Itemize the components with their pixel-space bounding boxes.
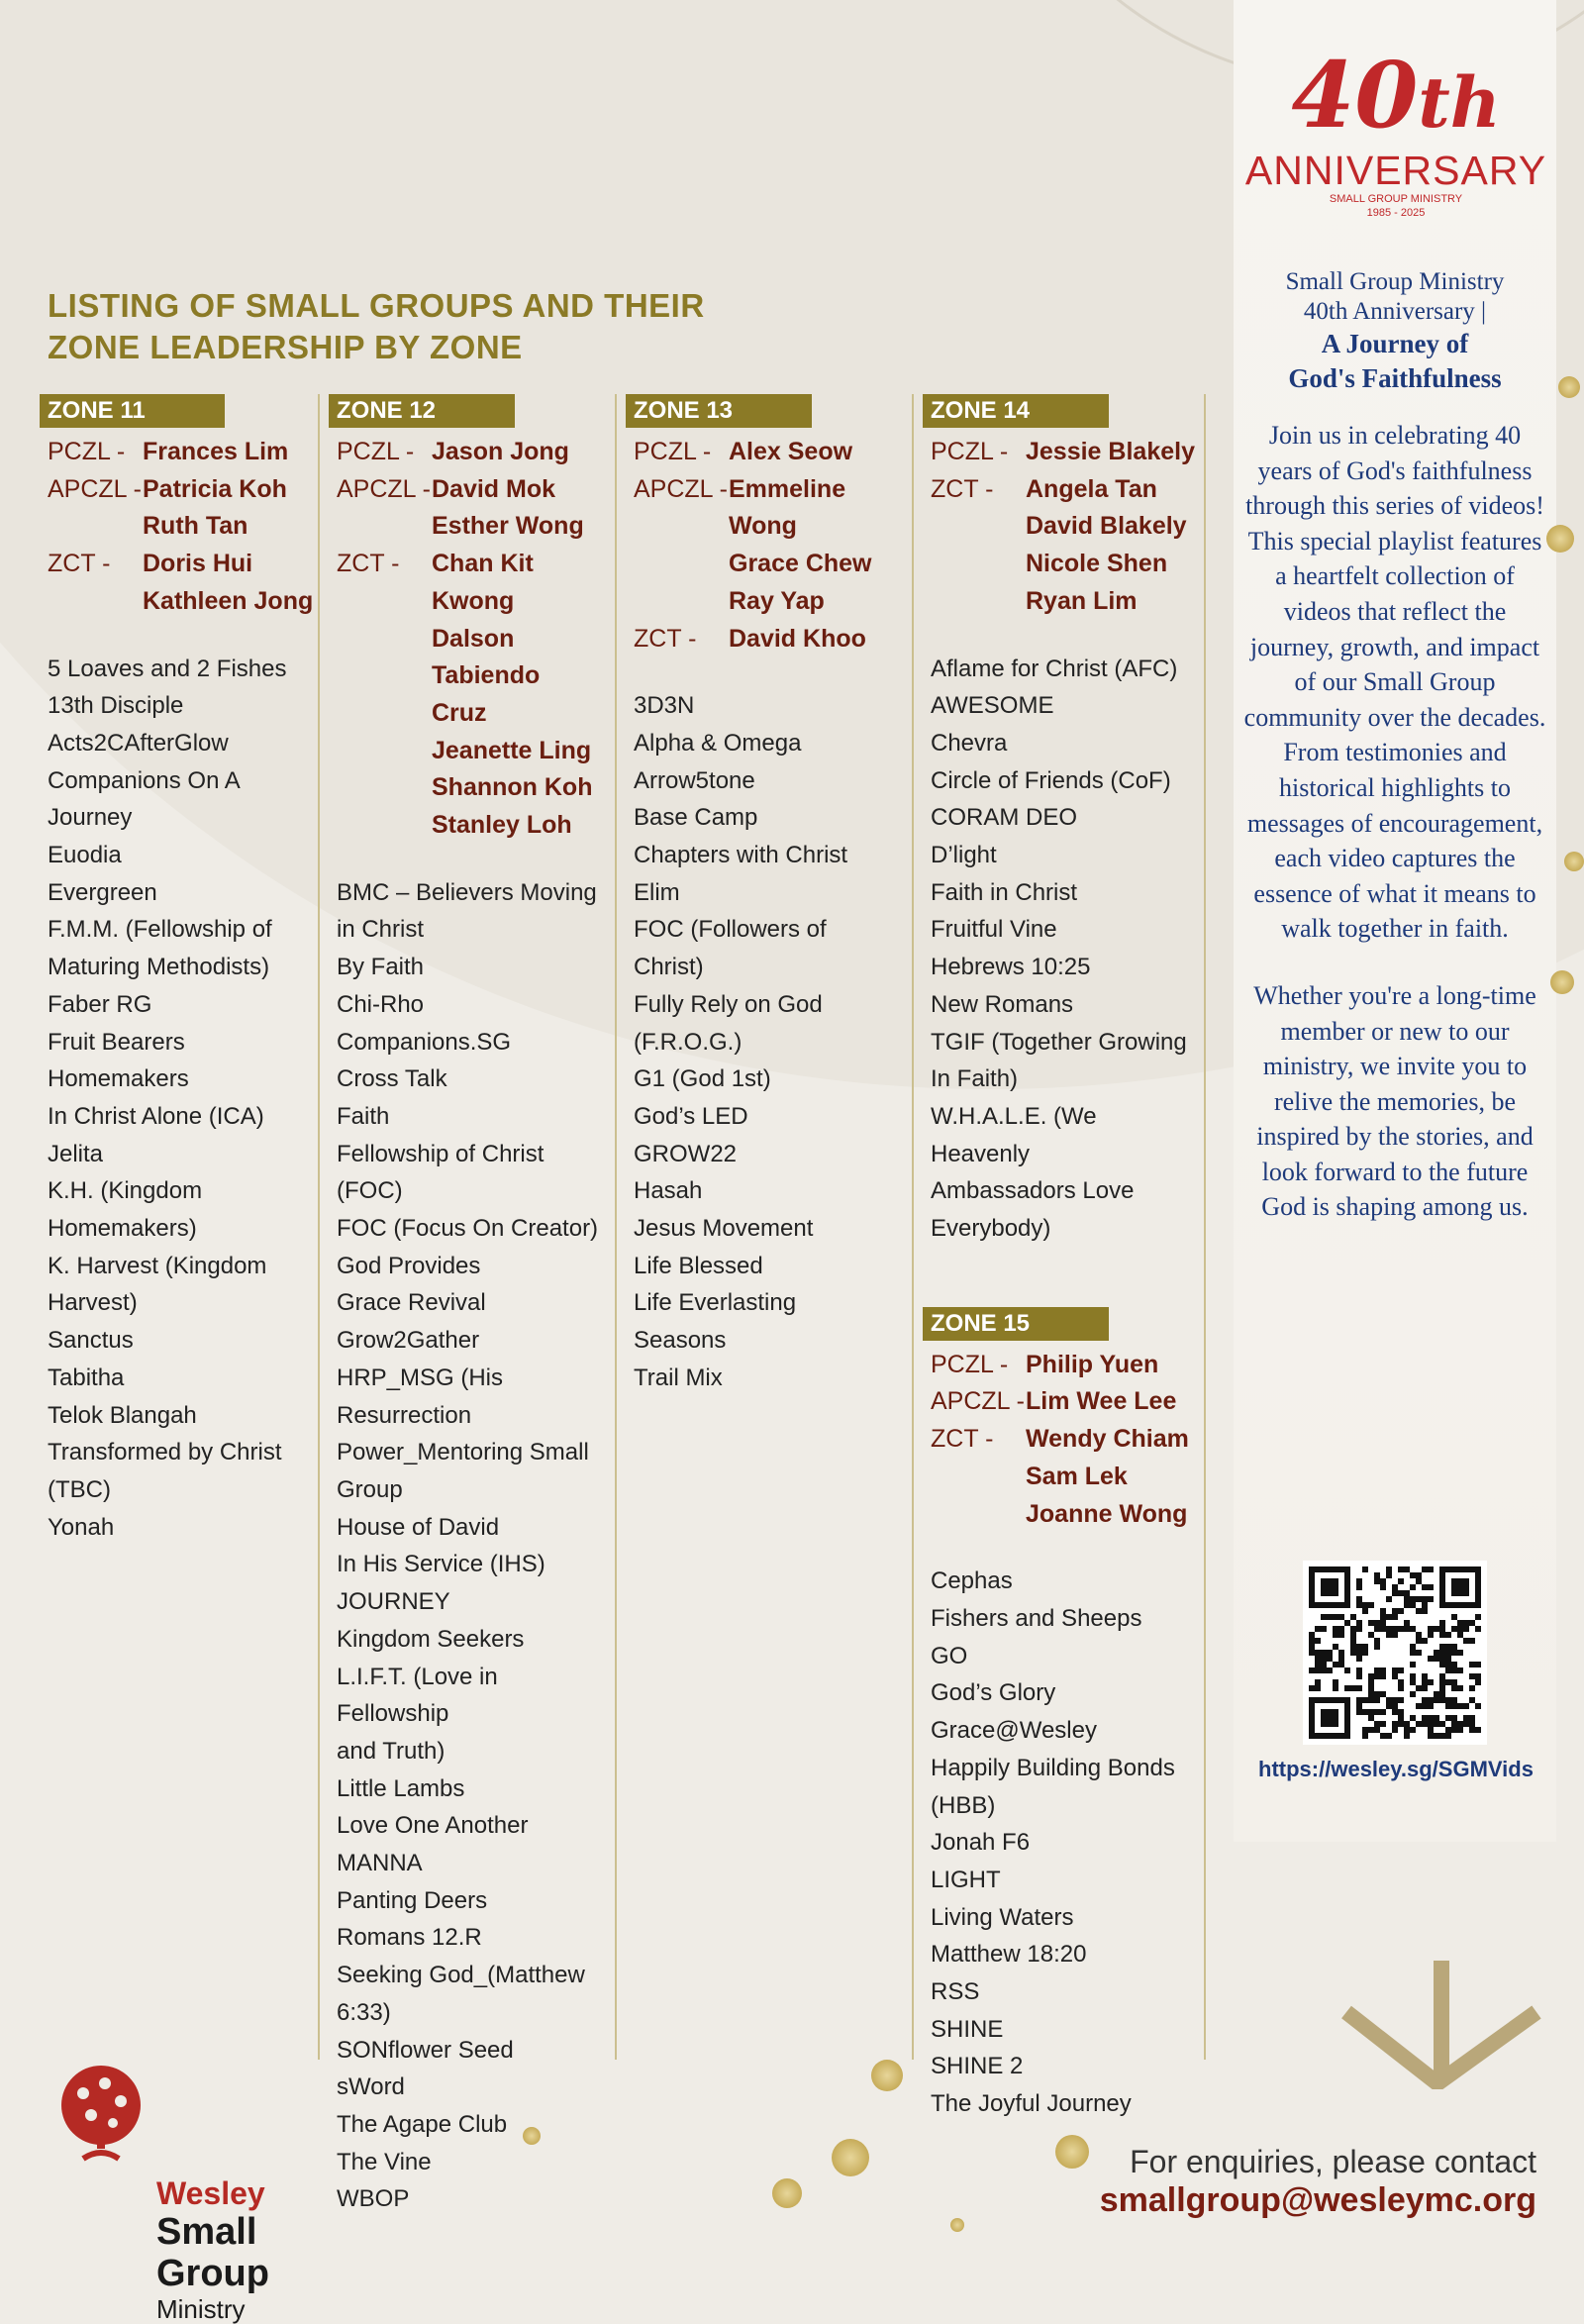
group-item: Faith in Christ — [931, 878, 1078, 906]
column-divider — [615, 394, 617, 2060]
small-group-list — [931, 651, 1200, 1248]
group-item: Base Camp — [634, 804, 758, 832]
zone-column-11 — [40, 394, 317, 1546]
leader-role: ZCT - — [634, 624, 697, 653]
leader-role — [48, 583, 143, 621]
group-item: SHINE 2 — [931, 2053, 1024, 2080]
group-item: Fellowship of Christ (FOC) — [337, 1140, 544, 1205]
leader-name: Sam Lek — [1026, 1462, 1128, 1490]
gold-dot — [1546, 525, 1574, 553]
group-item: Happily Building Bonds — [931, 1754, 1175, 1781]
leader-row — [634, 471, 903, 546]
group-item: Alpha & Omega — [634, 729, 802, 757]
group-item: AWESOME — [931, 692, 1054, 720]
sidebar-title-line1: Small Group Ministry — [1285, 268, 1505, 295]
group-item: Chevra — [931, 729, 1008, 757]
group-item: Cephas — [931, 1567, 1013, 1595]
group-item: Hasah — [634, 1177, 703, 1205]
group-item: Jesus Movement — [634, 1215, 814, 1243]
small-group-list — [931, 1563, 1200, 2123]
group-item: Aflame for Christ (AFC) — [931, 655, 1178, 682]
leader-role: PCZL - — [337, 438, 415, 465]
group-item: SHINE — [931, 2015, 1004, 2043]
group-item: God Provides — [337, 1252, 481, 1279]
zone-leaders — [48, 434, 317, 621]
leader-name: Angela Tan — [1026, 474, 1157, 503]
group-item: (HBB) — [931, 1791, 996, 1819]
group-item: Chapters with Christ — [634, 842, 848, 869]
leader-role: APCZL - — [337, 474, 431, 503]
leader-row — [931, 508, 1200, 546]
anniversary-sub1: SMALL GROUP MINISTRY — [1329, 193, 1463, 205]
leader-row — [337, 807, 606, 845]
group-item: Jelita — [48, 1140, 104, 1167]
group-item: Seeking God_(Matthew — [337, 1962, 585, 1989]
leader-name: Cruz — [432, 698, 487, 727]
leader-row — [931, 1496, 1200, 1534]
leader-name: Wendy Chiam — [1026, 1425, 1189, 1454]
leader-name: Jessie Blakely — [1026, 438, 1195, 465]
wesley-logo — [53, 2060, 269, 2324]
group-item: Grow2Gather — [337, 1327, 480, 1355]
group-item: Fruitful Vine — [931, 916, 1057, 944]
group-item: Life Everlasting — [634, 1289, 797, 1317]
group-item: 13th Disciple — [48, 692, 184, 720]
gold-dot — [832, 2139, 869, 2176]
logo-small-group: Small Group — [156, 2211, 269, 2294]
leader-row — [634, 434, 903, 471]
leader-role — [931, 508, 1026, 546]
group-item: 5 Loaves and 2 Fishes — [48, 655, 287, 682]
group-item: RSS — [931, 1978, 980, 2006]
group-item: K. Harvest (Kingdom — [48, 1252, 267, 1279]
group-item: Power_Mentoring Small — [337, 1439, 589, 1466]
sidebar-emphasis-line1: A Journey of — [1321, 329, 1469, 358]
group-item: Evergreen — [48, 878, 157, 906]
leader-name: Jason Jong — [432, 438, 569, 465]
column-divider — [318, 394, 320, 2060]
group-item: House of David — [337, 1513, 500, 1541]
group-item: Hebrews 10:25 — [931, 954, 1091, 981]
contact-block — [1100, 2143, 1536, 2220]
group-item: Companions On A Journey — [48, 766, 240, 832]
group-item: Elim — [634, 878, 680, 906]
leader-name: Alex Seow — [729, 438, 853, 465]
group-item: Kingdom Seekers — [337, 1625, 525, 1653]
leader-role — [931, 1496, 1026, 1534]
zone-15-block — [923, 1307, 1200, 2123]
gold-dot — [1558, 376, 1580, 398]
group-item: Faber RG — [48, 990, 152, 1018]
leader-role — [337, 769, 432, 807]
group-item: GROW22 — [634, 1140, 738, 1167]
group-item: 6:33) — [337, 1998, 391, 2026]
leader-name: Shannon Koh — [432, 773, 593, 802]
leader-name: Joanne Wong — [1026, 1499, 1188, 1528]
group-item: FOC (Focus On Creator) — [337, 1215, 599, 1243]
group-item: GO — [931, 1642, 968, 1669]
leader-role: ZCT - — [931, 474, 994, 503]
group-item: G1 (God 1st) — [634, 1065, 771, 1093]
leader-role — [48, 508, 143, 546]
zone-heading: ZONE 13 — [626, 394, 812, 428]
group-item: Yonah — [48, 1513, 115, 1541]
leader-role: APCZL - — [634, 474, 728, 503]
group-item: Fruit Bearers — [48, 1028, 185, 1056]
leader-row — [337, 471, 606, 509]
group-item: 3D3N — [634, 692, 695, 720]
leader-role — [634, 583, 729, 621]
anniversary-sub2: 1985 - 2025 — [1366, 207, 1426, 219]
group-item: W.H.A.L.E. (We Heavenly — [931, 1102, 1097, 1167]
logo-ministry: Ministry — [156, 2294, 246, 2324]
group-item: The Vine — [337, 2148, 432, 2175]
group-item: Trail Mix — [634, 1364, 723, 1391]
group-item: Maturing Methodists) — [48, 954, 270, 981]
group-item: K.H. (Kingdom — [48, 1177, 203, 1205]
leader-row — [634, 621, 903, 658]
group-item: Living Waters — [931, 1903, 1074, 1931]
qr-code[interactable] — [1303, 1561, 1487, 1745]
leader-row — [931, 434, 1200, 471]
zone-leaders — [931, 434, 1200, 621]
leader-row — [337, 769, 606, 807]
leader-row — [48, 583, 317, 621]
group-item: Arrow5tone — [634, 766, 755, 794]
leader-name: Esther Wong — [432, 512, 584, 541]
leader-name: Dalson Tabiendo — [432, 624, 541, 690]
zone-leaders — [337, 434, 606, 845]
group-item: WBOP — [337, 2185, 410, 2213]
anniversary-word: ANNIVERSARY — [1244, 148, 1547, 193]
leader-name: Ruth Tan — [143, 512, 248, 541]
small-group-list — [48, 651, 317, 1547]
group-item: D’light — [931, 842, 997, 869]
qr-url-link[interactable]: https://wesley.sg/SGMVids — [1258, 1757, 1534, 1781]
group-item: New Romans — [931, 990, 1074, 1018]
zone-column-14-15 — [923, 394, 1200, 2123]
leader-name: Patricia Koh — [143, 474, 287, 503]
zone-heading: ZONE 11 — [40, 394, 225, 428]
group-item: Faith — [337, 1102, 390, 1130]
group-item: CORAM DEO — [931, 804, 1078, 832]
leader-row — [337, 733, 606, 770]
group-item: In Faith) — [931, 1065, 1019, 1093]
group-item: Telok Blangah — [48, 1401, 197, 1429]
group-item: Matthew 18:20 — [931, 1941, 1087, 1969]
group-item: Acts2CAfterGlow — [48, 729, 229, 757]
group-item: Romans 12.R — [337, 1924, 482, 1952]
gold-dot — [950, 2218, 964, 2232]
sidebar-text — [1239, 267, 1550, 1225]
group-item: TGIF (Together Growing — [931, 1028, 1187, 1056]
leader-row — [634, 546, 903, 583]
group-item: F.M.M. (Fellowship of — [48, 916, 272, 944]
group-item: Transformed by Christ — [48, 1439, 282, 1466]
group-item: L.I.F.T. (Love in Fellowship — [337, 1663, 498, 1728]
group-item: Everybody) — [931, 1215, 1051, 1243]
group-item: God’s Glory — [931, 1679, 1056, 1707]
group-item: Homemakers) — [48, 1215, 197, 1243]
leader-name: Kathleen Jong — [143, 586, 314, 615]
leader-role: PCZL - — [931, 438, 1009, 465]
zone-column-13 — [626, 394, 903, 1397]
group-item: Fully Rely on God (F.R.O.G.) — [634, 990, 823, 1056]
group-item: HRP_MSG (His Resurrection — [337, 1364, 504, 1429]
leader-row — [931, 1347, 1200, 1384]
leader-row — [48, 546, 317, 583]
zone-column-12 — [329, 394, 606, 2218]
group-item: Cross Talk — [337, 1065, 447, 1093]
leader-role — [931, 546, 1026, 583]
leader-role: PCZL - — [931, 1350, 1009, 1378]
leader-row — [931, 471, 1200, 509]
group-item: (TBC) — [48, 1475, 111, 1503]
logo-text — [156, 2175, 269, 2324]
anniversary-logo — [1242, 42, 1549, 220]
gold-dot — [1055, 2135, 1089, 2169]
zone-leaders — [931, 1347, 1200, 1534]
group-item: Jonah F6 — [931, 1829, 1031, 1857]
leader-name: Lim Wee Lee — [1026, 1387, 1177, 1416]
group-item: Sanctus — [48, 1327, 134, 1355]
leader-row — [48, 508, 317, 546]
leader-row — [931, 583, 1200, 621]
column-divider — [912, 394, 914, 2060]
leader-role: ZCT - — [337, 550, 400, 578]
group-item: BMC – Believers Moving — [337, 878, 597, 906]
group-item: God’s LED — [634, 1102, 748, 1130]
leader-role — [337, 695, 432, 733]
leader-row — [337, 434, 606, 471]
leader-role: APCZL - — [48, 474, 142, 503]
tree-icon — [53, 2060, 148, 2171]
gold-dot — [1550, 970, 1574, 994]
leader-row — [634, 583, 903, 621]
group-item: Little Lambs — [337, 1774, 465, 1802]
group-item: The Joyful Journey — [931, 2090, 1132, 2118]
small-group-list — [634, 687, 903, 1396]
leader-row — [931, 546, 1200, 583]
zone-heading: ZONE 14 — [923, 394, 1109, 428]
group-item: Harvest) — [48, 1289, 138, 1317]
sidebar-paragraph: Whether you're a long-time member or new to our ministry, we invite you to relive the memories, be inspired by the stories, and look forward to the future God is shaping among us. — [1253, 980, 1536, 1222]
group-item: sWord — [337, 2073, 405, 2101]
group-item: SONflower Seed — [337, 2036, 514, 2064]
leader-row — [337, 546, 606, 620]
leader-row — [48, 471, 317, 509]
gold-dot — [871, 2060, 903, 2091]
column-divider — [1204, 394, 1206, 2060]
leader-name: Chan Kit Kwong — [432, 550, 534, 615]
sidebar-paragraph: Join us in celebrating 40 years of God's faithfulness through this series of videos! This special playlist features a heartfelt collection of videos that reflect the journey, growth, and impact of our Small Group community over the decades. From testimonies and historical highlights to messages of encouragement, each video captures the essence of what it means to walk together in faith. — [1243, 421, 1546, 944]
leader-role: PCZL - — [634, 438, 712, 465]
page-title — [48, 285, 760, 368]
group-item: Seasons — [634, 1327, 727, 1355]
page-title-line1: LISTING OF SMALL GROUPS AND THEIR — [48, 287, 705, 324]
leader-row — [931, 1459, 1200, 1496]
leader-name: Frances Lim — [143, 438, 289, 465]
leader-role: ZCT - — [48, 550, 111, 578]
group-item: Companions.SG — [337, 1028, 512, 1056]
group-item: Love One Another — [337, 1812, 529, 1840]
leader-role — [337, 733, 432, 770]
leader-name: Nicole Shen — [1026, 550, 1168, 578]
group-item: Chi-Rho — [337, 990, 425, 1018]
contact-email-link[interactable]: smallgroup@wesleymc.org — [1099, 2181, 1536, 2219]
group-item: LIGHT — [931, 1866, 1001, 1893]
leader-name: Jeanette Ling — [432, 736, 592, 764]
group-item: FOC (Followers of Christ) — [634, 916, 827, 981]
group-item: Homemakers — [48, 1065, 189, 1093]
logo-wesley: Wesley — [156, 2175, 265, 2211]
group-item: JOURNEY — [337, 1588, 450, 1616]
leader-role: PCZL - — [48, 438, 126, 465]
contact-label: For enquiries, please contact — [1130, 2144, 1536, 2179]
zone-listing — [40, 394, 1208, 2213]
group-item: in Christ — [337, 916, 425, 944]
leader-row — [337, 621, 606, 695]
group-item: Group — [337, 1475, 403, 1503]
leader-row — [337, 508, 606, 546]
leader-name: Ray Yap — [729, 586, 825, 615]
page-title-line2: ZONE LEADERSHIP BY ZONE — [48, 329, 523, 365]
leader-name: Stanley Loh — [432, 811, 572, 840]
leader-role — [337, 508, 432, 546]
group-item: Life Blessed — [634, 1252, 763, 1279]
leader-role — [337, 621, 432, 695]
leader-name: Ryan Lim — [1026, 586, 1138, 615]
leader-name: David Khoo — [729, 624, 866, 653]
group-item: In His Service (IHS) — [337, 1551, 545, 1578]
anniversary-number: 40th — [1291, 42, 1501, 149]
group-item: The Agape Club — [337, 2110, 508, 2138]
down-arrow-icon — [1338, 1961, 1546, 2094]
sidebar-title-line2: 40th Anniversary | — [1303, 298, 1487, 325]
group-item: Grace@Wesley — [931, 1717, 1097, 1745]
gold-dot — [772, 2178, 802, 2208]
leader-role: ZCT - — [931, 1425, 994, 1454]
leader-row — [337, 695, 606, 733]
group-item: Ambassadors Love — [931, 1177, 1135, 1205]
leader-name: Philip Yuen — [1026, 1350, 1159, 1378]
group-item: Circle of Friends (CoF) — [931, 766, 1171, 794]
leader-role — [634, 546, 729, 583]
leader-role — [931, 583, 1026, 621]
group-item: Panting Deers — [337, 1886, 488, 1914]
leader-row — [48, 434, 317, 471]
zone-heading: ZONE 15 — [923, 1307, 1109, 1341]
group-item: In Christ Alone (ICA) — [48, 1102, 264, 1130]
gold-dot — [523, 2127, 541, 2145]
zone-leaders — [634, 434, 903, 657]
leader-name: Doris Hui — [143, 550, 253, 578]
zone-heading: ZONE 12 — [329, 394, 515, 428]
group-item: Tabitha — [48, 1364, 125, 1391]
leader-row — [931, 1421, 1200, 1459]
group-item: Fishers and Sheeps — [931, 1604, 1142, 1632]
small-group-list — [337, 874, 606, 2218]
leader-name: David Blakely — [1026, 512, 1187, 541]
sidebar-emphasis-line2: God's Faithfulness — [1288, 363, 1502, 393]
group-item: Grace Revival — [337, 1289, 486, 1317]
leader-role — [931, 1459, 1026, 1496]
leader-name: Grace Chew — [729, 550, 872, 578]
group-item: and Truth) — [337, 1737, 446, 1765]
leader-role: APCZL - — [931, 1387, 1025, 1416]
leader-row — [931, 1383, 1200, 1421]
gold-dot — [1564, 852, 1584, 871]
leader-role — [337, 807, 432, 845]
leader-name: David Mok — [432, 474, 556, 503]
group-item: MANNA — [337, 1850, 423, 1877]
leader-name: Emmeline Wong — [729, 474, 846, 541]
group-item: Euodia — [48, 842, 122, 869]
group-item: By Faith — [337, 954, 425, 981]
